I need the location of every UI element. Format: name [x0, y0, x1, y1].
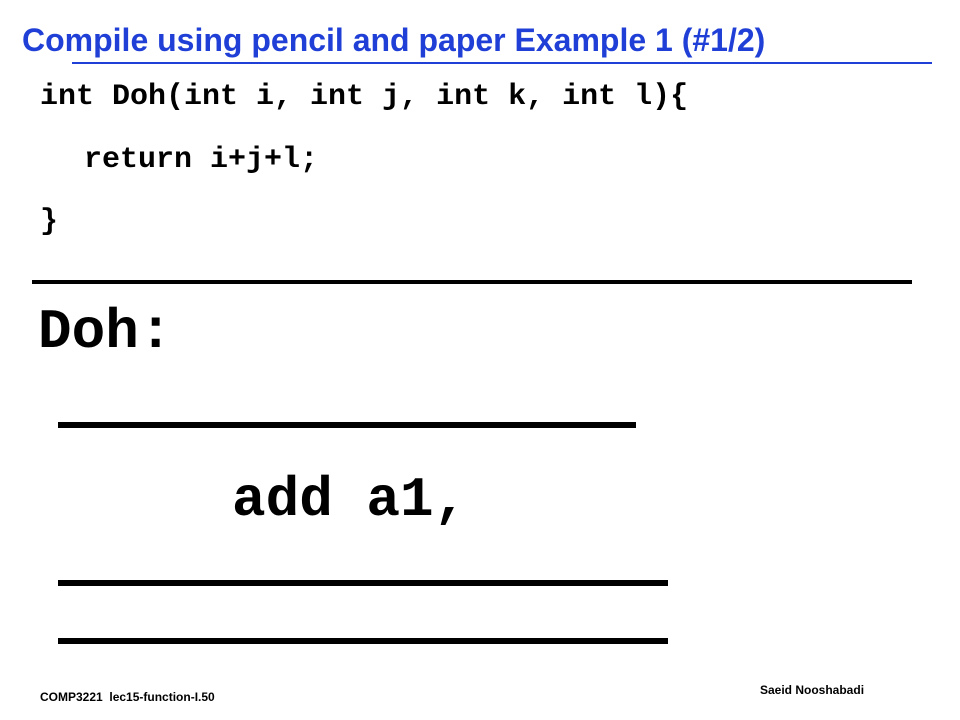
footer-course-id: COMP3221 lec15-function-I.50 [40, 690, 215, 704]
add-instruction: add a1, [232, 468, 468, 532]
title-underline [72, 62, 932, 64]
code-line-return: return i+j+l; [84, 143, 319, 177]
fill-in-blank-2 [58, 580, 668, 586]
slide-title: Compile using pencil and paper Example 1 (#1/2) [22, 22, 766, 58]
footer-author: Saeid Nooshabadi [760, 683, 865, 697]
code-line-close-brace: } [40, 205, 59, 239]
code-line-signature: int Doh(int i, int j, int k, int l){ [40, 80, 689, 114]
function-label: Doh: [38, 300, 173, 364]
fill-in-blank-1 [58, 422, 636, 428]
fill-in-blank-3 [58, 638, 668, 644]
section-divider [32, 280, 912, 284]
